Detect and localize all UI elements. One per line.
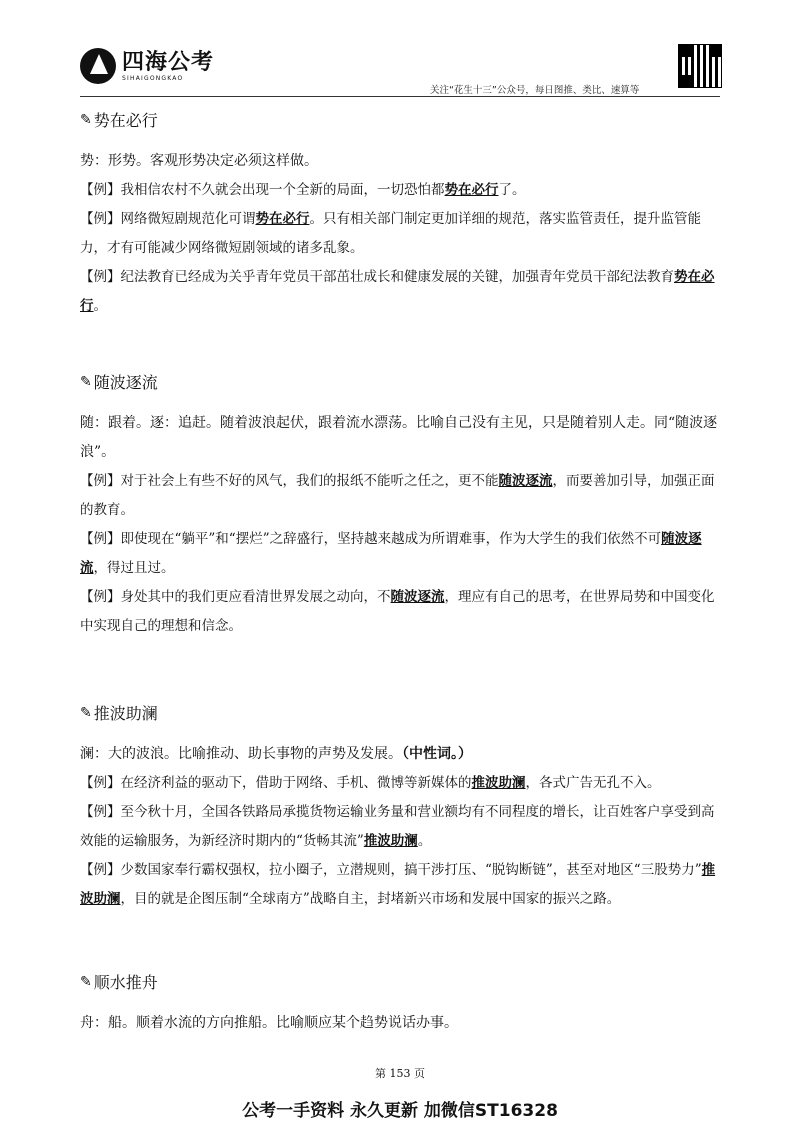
idiom-keyword: 势在必行 bbox=[444, 182, 499, 198]
example-sentence: 【例】在经济利益的驱动下，借助于网络、手机、微博等新媒体的推波助澜，各式广告无孔不入。 bbox=[80, 775, 661, 791]
idiom-entry bbox=[80, 970, 725, 1038]
logo-english-name: SIHAIGONGKAO bbox=[122, 74, 184, 82]
pencil-icon: ✎ bbox=[80, 111, 92, 128]
example-sentence: 【例】网络微短剧规范化可谓势在必行。只有相关部门制定更加详细的规范，落实监管责任，提升监管能力，才有可能减少网络微短剧领域的诸多乱象。 bbox=[80, 211, 701, 256]
example-sentence: 【例】我相信农村不久就会出现一个全新的局面，一切恐怕都势在必行了。 bbox=[80, 182, 526, 198]
idiom-title: ✎ 推波助澜 bbox=[80, 704, 158, 723]
page-header bbox=[0, 0, 800, 100]
idiom-definition: 澜：大的波浪。比喻推动、助长事物的声势及发展。（中性词。） bbox=[80, 746, 472, 762]
example-sentence: 【例】少数国家奉行霸权强权，拉小圈子，立潜规则，搞干涉打压、“脱钩断链”，甚至对地区“三股势力”推波助澜，目的就是企图压制“全球南方”战略自主，封堵新兴市场和发展中国家的振兴之路。 bbox=[80, 862, 716, 907]
idiom-title: ✎ 势在必行 bbox=[80, 111, 158, 130]
example-sentence: 【例】对于社会上有些不好的风气，我们的报纸不能听之任之，更不能随波逐流，而要善加引导，加强正面的教育。 bbox=[80, 473, 715, 518]
example-sentence: 【例】即使现在“躺平”和“摆烂”之辞盛行，坚持越来越成为所谓难事，作为大学生的我们依然不可随波逐流，得过且过。 bbox=[80, 531, 702, 576]
idiom-keyword: 推波助澜 bbox=[80, 862, 716, 907]
pencil-icon: ✎ bbox=[80, 973, 92, 990]
pencil-icon: ✎ bbox=[80, 704, 92, 721]
header-divider bbox=[80, 96, 720, 97]
pencil-icon: ✎ bbox=[80, 373, 92, 390]
qr-code-icon bbox=[678, 44, 722, 88]
logo-sail-icon bbox=[80, 48, 116, 84]
page-number: 第 153 页 bbox=[375, 1067, 425, 1080]
idiom-keyword: 推波助澜 bbox=[471, 775, 526, 791]
header-tagline: 关注“花生十三”公众号，每日图推、类比、速算等 bbox=[430, 85, 640, 96]
footer-note: 公考一手资料 永久更新 加微信ST16328 bbox=[242, 1101, 558, 1121]
idiom-keyword: 推波助澜 bbox=[363, 833, 418, 849]
example-sentence: 【例】至今秋十月，全国各铁路局承揽货物运输业务量和营业额均有不同程度的增长，让百姓客户享受到高效能的运输服务，为新经济时期内的“货畅其流”推波助澜。 bbox=[80, 804, 715, 849]
idiom-entry bbox=[80, 370, 725, 641]
idiom-keyword: 势在必行 bbox=[255, 211, 310, 227]
idiom-entry bbox=[80, 701, 725, 914]
idiom-entry bbox=[80, 108, 725, 321]
idiom-keyword: 随波逐流 bbox=[390, 589, 445, 605]
logo-chinese-name: 四海公考 bbox=[122, 49, 215, 75]
idiom-keyword: 势在必行 bbox=[80, 269, 715, 314]
example-sentence: 【例】纪法教育已经成为关乎青年党员干部茁壮成长和健康发展的关键，加强青年党员干部纪法教育势在必行。 bbox=[80, 269, 715, 314]
idiom-definition: 随：跟着。逐：追赶。随着波浪起伏，跟着流水漂荡。比喻自己没有主见，只是随着别人走。同“随波逐浪”。 bbox=[80, 415, 718, 460]
idiom-title: ✎ 随波逐流 bbox=[80, 373, 158, 392]
brand-logo bbox=[80, 48, 214, 84]
definition-note: （中性词。） bbox=[402, 746, 472, 762]
idiom-definition: 势：形势。客观形势决定必须这样做。 bbox=[80, 153, 318, 169]
idiom-keyword: 随波逐流 bbox=[498, 473, 553, 489]
idiom-keyword: 随波逐流 bbox=[80, 531, 702, 576]
idiom-definition: 舟：船。顺着水流的方向推船。比喻顺应某个趋势说话办事。 bbox=[80, 1015, 458, 1031]
example-sentence: 【例】身处其中的我们更应看清世界发展之动向，不随波逐流，理应有自己的思考，在世界局势和中国变化中实现自己的理想和信念。 bbox=[80, 589, 715, 634]
idiom-title: ✎ 顺水推舟 bbox=[80, 973, 158, 992]
